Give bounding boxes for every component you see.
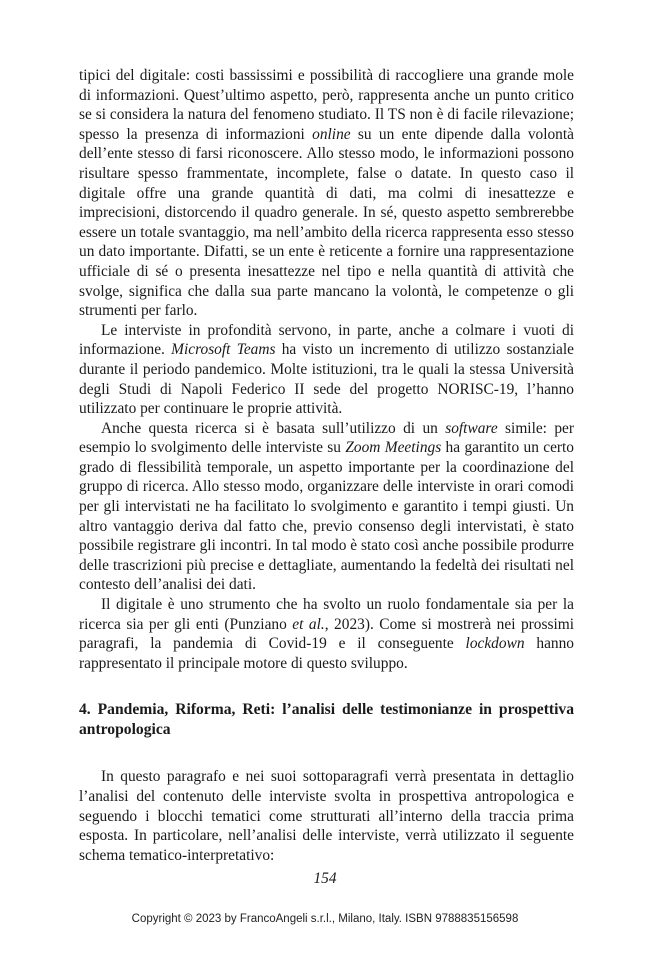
page-number: 154 xyxy=(313,870,337,887)
paragraph-text: Le interviste in profondità servono, in parte, anche a colmare i vuoti di informazione. xyxy=(79,321,574,359)
copyright-notice: Copyright © 2023 by FrancoAngeli s.r.l., Milano, Italy. ISBN 9788835156598 xyxy=(131,913,519,925)
paragraph-text: ha garantito un certo grado di flessibilità temporale, un aspetto importante per la coordinazione del gruppo di ricerca. Allo stesso modo, organizzare delle interviste in orari comodi per gli intervistati ne ha facilitato lo svolgimento e garantito i tempi giusti. Un altro vantaggio deriva dal fatto che, previo consenso degli intervistati, è stato possibile registrare gli incontri. In tal modo è stato così anche possibile produrre delle trascrizioni più precise e dettagliate, aumentando la fedeltà dei risultati nel contesto dell’analisi dei dati. xyxy=(79,439,574,594)
paragraph-text: hanno rappresentato il principale motore di questo sviluppo. xyxy=(79,635,574,672)
italic-term: et al. xyxy=(292,615,325,633)
italic-term: software xyxy=(445,419,498,437)
paragraph-text: ha visto un incremento di utilizzo sostanziale durante il periodo pandemico. Molte istituzioni, tra le quali la stessa Università degli Studi di Napoli Federico II sede del progetto NORISC-19, l’hanno utilizzato per continuare le proprie attività. xyxy=(79,341,574,418)
body-paragraph xyxy=(79,66,574,321)
paragraph-text: In questo paragrafo e nei suoi sottoparagrafi verrà presentata in dettaglio l’analisi del contenuto delle interviste svolta in prospettiva antropologica e seguendo i blocchi tematici come strutturati all’interno della traccia prima esposta. In particolare, nell’analisi delle interviste, verrà utilizzato il seguente schema tematico-interpretativo: xyxy=(79,768,574,864)
paragraph-text: Anche questa ricerca si è basata sull’utilizzo di un xyxy=(101,419,446,437)
body-paragraph xyxy=(79,595,574,673)
paragraph-text: Il digitale è uno strumento che ha svolto un ruolo fondamentale sia per la ricerca sia per gli enti (Punziano xyxy=(79,596,574,633)
paragraph-text: su un ente dipende dalla volontà dell’ente stesso di farsi riconoscere. Allo stesso modo, le informazioni possono risultare spesso frammentate, incomplete, false o datate. In questo caso il digitale offre una grande quantità di dati, ma colmi di inesattezze e imprecisioni, distorcendo il quadro generale. In sé, questo aspetto sembrerebbe essere un totale svantaggio, ma nell’ambito della ricerca rappresenta esso stesso un dato importante. Difatti, se un ente è reticente a fornire una rappresentazione ufficiale di sé o presenta inesattezze nel tipo e nella quantità di attività che svolge, significa che dalla sua parte mancano la volontà, le competenze o gli strumenti per farlo. xyxy=(79,125,574,320)
paragraph-text: , 2023). Come si mostrerà nei prossimi paragrafi, la pandemia di Covid-19 e il conseguente xyxy=(79,615,574,653)
body-paragraph xyxy=(79,321,574,419)
body-paragraph xyxy=(79,419,574,595)
page-body xyxy=(79,66,574,865)
italic-term: online xyxy=(312,125,351,143)
body-paragraph xyxy=(79,767,574,865)
paragraph-text: simile: per esempio lo svolgimento delle interviste su xyxy=(79,419,574,457)
italic-term: Microsoft Teams xyxy=(171,341,276,359)
paragraph-text: tipici del digitale: costi bassissimi e possibilità di raccogliere una grande mole di informazioni. Quest’ultimo aspetto, però, rappresenta anche un punto critico se si considera la natura del fenomeno studiato. Il TS non è di facile rilevazione; spesso la presenza di informazioni xyxy=(79,67,574,143)
body-text-block-before-heading xyxy=(79,66,574,673)
body-text-block-after-heading xyxy=(79,767,574,865)
italic-term: Zoom Meetings xyxy=(345,439,442,457)
spacer xyxy=(79,673,574,700)
italic-term: lockdown xyxy=(465,635,525,653)
section-heading: 4. Pandemia, Riforma, Reti: l’analisi delle testimonianze in prospettiva antropologica xyxy=(79,701,574,739)
spacer xyxy=(79,740,574,767)
